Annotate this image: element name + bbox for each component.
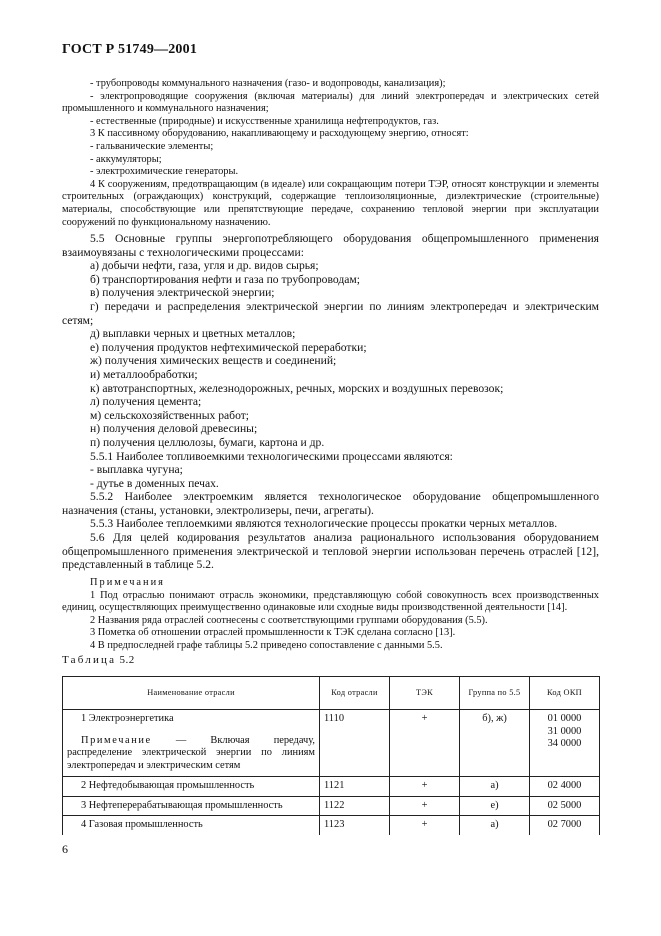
row-industry-name: 2 Нефтедобывающая промышленность [81, 780, 255, 791]
row-industry-name: 3 Нефтеперерабатывающая промышленность [81, 799, 283, 811]
cell-tek: + [390, 710, 460, 777]
cell-tek: + [390, 777, 460, 797]
text-line: - аккумуляторы; [90, 153, 162, 165]
list-item: б) транспортирования нефти и газа по трубопроводам; [90, 272, 360, 286]
list-item: н) получения деловой древесины; [90, 422, 258, 436]
text-line: - электрохимические генераторы. [90, 166, 239, 178]
note-line: 1 Под отраслью понимают отрасль экономики, представляющую собой совокупность всех производственных единиц, осуществляющих преимущественно одинаковые или сходные виды производственной деятельности [14]. [62, 589, 599, 614]
cell-code: 1122 [320, 796, 390, 816]
list-item: ж) получения химических веществ и соединений; [90, 354, 337, 368]
text-line: 5.6 Для целей кодирования результатов анализа рационального использования оборудованием общепромышленного применения электрической и тепловой энергии использован перечень отраслей [12], представленный в таблице 5.2. [62, 531, 599, 572]
list-item: а) добычи нефти, газа, угля и др. видов сырья; [90, 259, 319, 273]
text-line: - естественные (природные) и искусственные хранилища нефтепродуктов, газ. [90, 115, 439, 127]
cell-okp: 02 4000 [530, 777, 600, 797]
main-section [62, 232, 599, 572]
cell-okp: 02 7000 [530, 816, 600, 835]
list-item: и) металлообработки; [90, 367, 198, 381]
cell-name [63, 796, 320, 816]
note-line: 3 Пометка об отношении отраслей промышленности к ТЭК сделана согласно [13]. [90, 627, 456, 639]
row-note-word: Примечание [81, 734, 152, 746]
list-item: к) автотранспортных, железнодорожных, речных, морских и воздушных перевозок; [90, 381, 504, 395]
cell-name [63, 816, 320, 835]
text-line: - трубопроводы коммунального назначения (газо- и водопроводы, канализация); [90, 78, 446, 89]
note-line: 2 Названия ряда отраслей соотнесены с соответствующими группами оборудования (5.5). [90, 614, 488, 626]
row-industry-name: 1 Электроэнергетика [81, 713, 174, 724]
note-line: 4 В предпоследней графе таблицы 5.2 приведено сопоставление с данными 5.5. [90, 639, 443, 651]
table-caption-word: Таблица [62, 654, 117, 666]
notes-section [62, 577, 599, 653]
list-item: г) передачи и распределения электрической энергии по линиям электропередач и электрическим сетям; [62, 299, 599, 327]
okp-code: 34 0000 [547, 738, 582, 750]
industries-table [62, 676, 600, 835]
table-caption [62, 654, 135, 666]
header-tek: ТЭК [390, 677, 460, 710]
header-industry-code: Код отрасли [320, 677, 390, 710]
text-line: 5.5 Основные группы энергопотребляющего оборудования общепромышленного применения взаимоувязаны с технологическими процессами: [62, 232, 599, 259]
cell-code: 1110 [320, 710, 390, 777]
notes-title: Примечания [90, 577, 165, 588]
okp-code: 01 0000 [547, 713, 582, 724]
text-line: 5.5.1 Наиболее топливоемкими технологическими процессами являются: [90, 449, 453, 463]
text-line: 4 К сооружениям, предотвращающим (в идеале) или сокращающим потери ТЭР, относят конструкции и элементы строительных (ограждающих) конструкций, содержащие теплоизоляционные, диэлектрические (строительные) материалы, способствующие или препятствующие передаче, сохранению тепловой энергии при эксплуатации сооружений по функциональному назначению. [62, 178, 599, 228]
text-line: - гальванические элементы; [90, 140, 214, 152]
list-item: п) получения целлюлозы, бумаги, картона и др. [90, 435, 325, 449]
cell-name [63, 777, 320, 797]
cell-code: 1123 [320, 816, 390, 835]
text-line: 3 К пассивному оборудованию, накапливающему и расходующему энергию, относят: [90, 128, 469, 140]
row-industry-name: 4 Газовая промышленность [81, 819, 203, 831]
table-row [63, 710, 600, 777]
row-note [67, 735, 315, 773]
table-row [63, 816, 600, 835]
list-item: е) получения продуктов нефтехимической переработки; [90, 340, 367, 354]
cell-okp [530, 710, 600, 777]
page-number: 6 [62, 842, 68, 856]
table-caption-number: 5.2 [119, 654, 135, 666]
cell-group: а) [460, 777, 530, 797]
table-row [63, 777, 600, 797]
table-header-row [63, 677, 600, 710]
cell-code: 1121 [320, 777, 390, 797]
text-line: - электропроводящие сооружения (включая материалы) для линий электропередач и электрических сетей промышленного и коммунального назначения; [62, 90, 599, 115]
header-group: Группа по 5.5 [460, 677, 530, 710]
document-header: ГОСТ Р 51749—2001 [62, 42, 198, 57]
list-item: м) сельскохозяйственных работ; [90, 408, 250, 422]
list-item: - дутье в доменных печах. [90, 476, 219, 490]
text-line: 5.5.2 Наиболее электроемким является технологическое оборудование общепромышленного назначения (станы, установки, электролизеры, печи, агрегаты). [62, 490, 599, 517]
row-note-text: — Включая передачу, распределение электрической энергии по линиям электропередач и электрическим сетям [67, 734, 315, 771]
cell-okp: 02 5000 [530, 796, 600, 816]
table-row [63, 796, 600, 816]
cell-group: б), ж) [460, 710, 530, 777]
list-item: в) получения электрической энергии; [90, 286, 275, 300]
header-okp-code: Код ОКП [530, 677, 600, 710]
intro-section [62, 78, 599, 229]
cell-group: а) [460, 816, 530, 835]
cell-tek: + [390, 816, 460, 835]
text-line: 5.5.3 Наиболее теплоемкими являются технологические процессы прокатки черных металлов. [90, 517, 558, 531]
list-item: д) выплавки черных и цветных металлов; [90, 327, 296, 341]
cell-tek: + [390, 796, 460, 816]
list-item: л) получения цемента; [90, 395, 202, 409]
header-industry-name: Наименование отрасли [63, 677, 320, 710]
cell-name [63, 710, 320, 777]
okp-code: 31 0000 [547, 725, 582, 737]
cell-group: е) [460, 796, 530, 816]
list-item: - выплавка чугуна; [90, 463, 183, 477]
